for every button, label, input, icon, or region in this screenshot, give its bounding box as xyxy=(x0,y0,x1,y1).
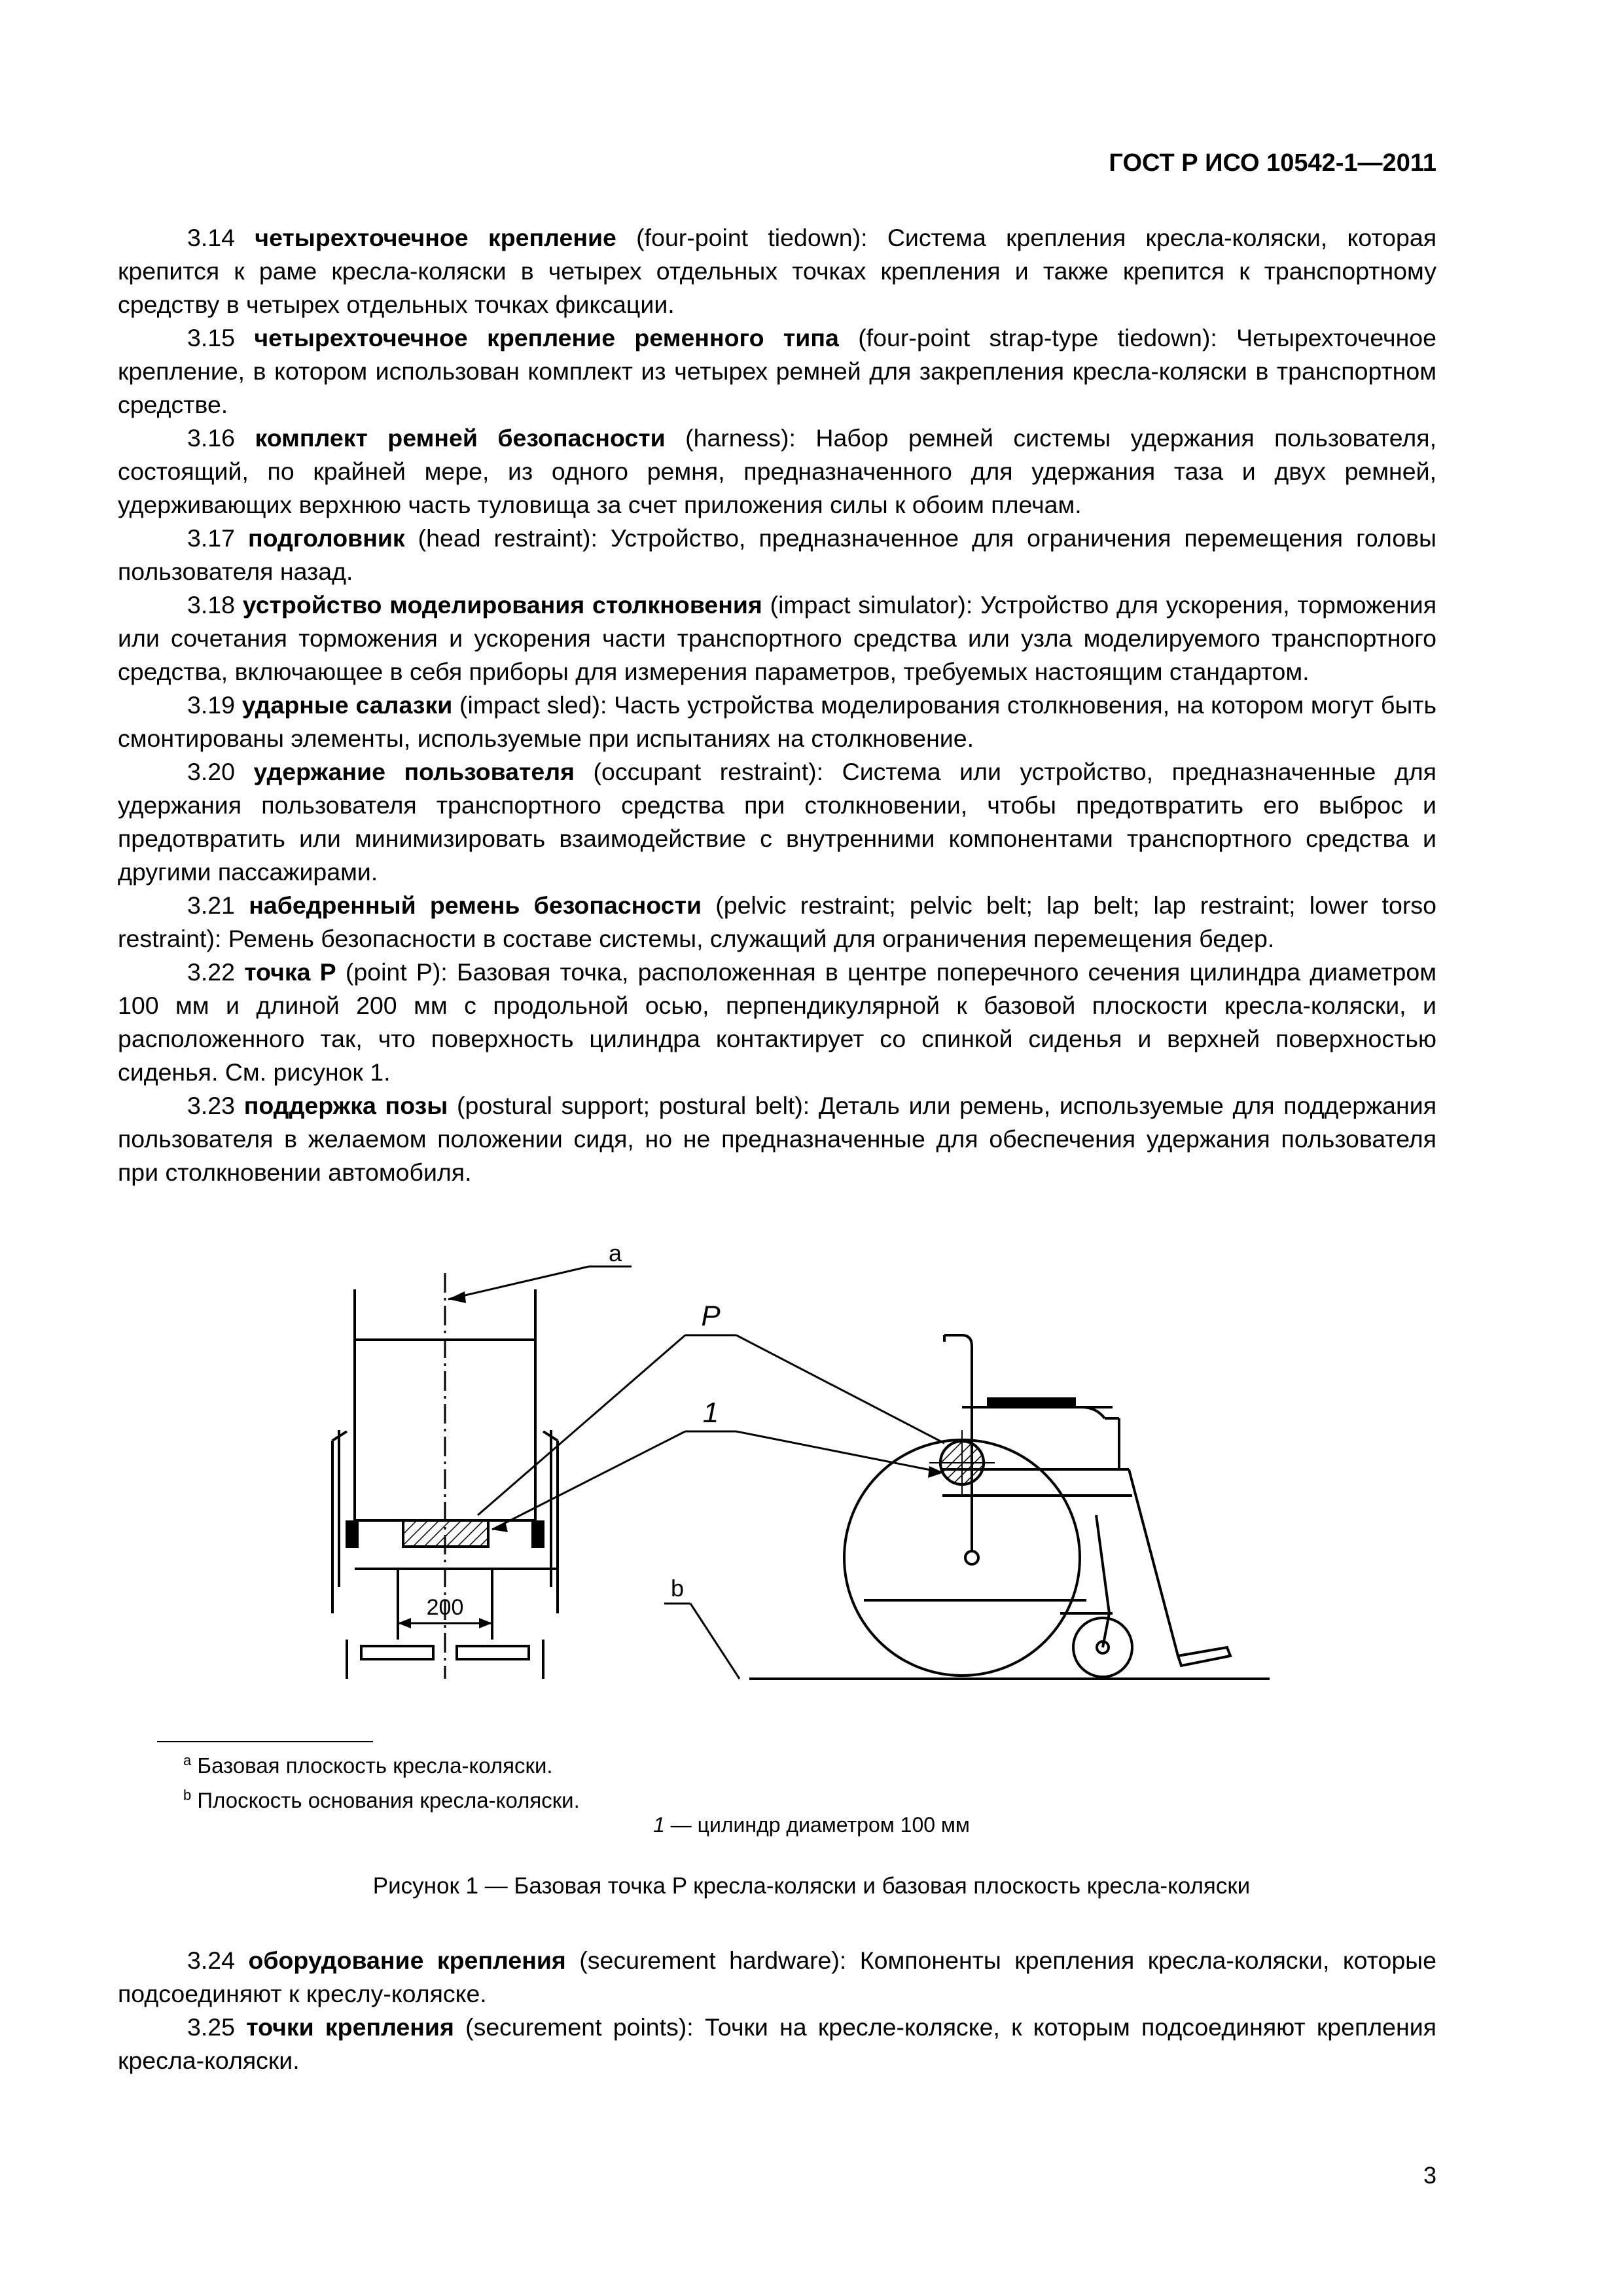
term: набедренный ремень безопасности xyxy=(249,891,702,919)
term: подголовник xyxy=(247,524,405,552)
definition-text: (four-point tiedown): Система крепления кресла-коляски, которая крепится к раме кресла-коляски в четырех отдельных точках крепления и также крепится к транспортному средству в четырех отдельных точках фиксации. xyxy=(118,224,1436,318)
wheelchair-drawing xyxy=(301,1247,1414,1718)
definition-3-16 xyxy=(118,422,1436,522)
label-p: P xyxy=(701,1300,721,1332)
definition-text: (point P): Базовая точка, расположенная в центре поперечного сечения цилиндра диаметром 100 мм и длиной 200 мм с продольной осью, перпендикулярной к базовой плоскости кресла-коляски, и расположенного так, что поверхность цилиндра контактирует со спинкой сиденья и верхней поверхностью сиденья. См. рисунок 1. xyxy=(118,958,1436,1086)
definition-3-18 xyxy=(118,588,1436,689)
clause-number: 3.17 xyxy=(187,524,235,552)
definition-text: (harness): Набор ремней системы удержания пользователя, состоящий, по крайней мере, из одного ремня, предназначенного для удержания таза и двух ремней, удерживающих верхнюю часть туловища за счет приложения силы к обоим плечам. xyxy=(118,424,1436,518)
clause-number: 3.18 xyxy=(187,591,235,619)
label-1: 1 xyxy=(702,1397,719,1429)
dimension-label: 200 xyxy=(426,1595,464,1620)
definition-text: (head restraint): Устройство, предназначенное для ограничения перемещения головы пользователя назад. xyxy=(118,524,1436,585)
label-a: a xyxy=(608,1247,622,1266)
legend-key: 1 xyxy=(653,1813,665,1837)
clause-number: 3.25 xyxy=(187,2013,235,2041)
legend-text: — цилиндр диаметром 100 мм xyxy=(664,1813,970,1837)
definition-text: (securement hardware): Компоненты крепления кресла-коляски, которые подсоединяют к креслу-коляске. xyxy=(118,1946,1436,2007)
figure-footnotes xyxy=(183,1746,580,1815)
footnote-text: Базовая плоскость кресла-коляски. xyxy=(191,1753,553,1778)
footnote-marker: a xyxy=(183,1752,192,1768)
page-number: 3 xyxy=(1423,2162,1436,2189)
definition-3-23 xyxy=(118,1089,1436,1189)
definition-text: (pelvic restraint; pelvic belt; lap belt; lap restraint; lower torso restraint): Ремень безопасности в составе системы, служащий для ограничения перемещения бедер. xyxy=(118,891,1436,952)
definition-text: (impact sled): Часть устройства моделирования столкновения, на котором могут быть смонтированы элементы, используемые при испытаниях на столкновение. xyxy=(118,691,1437,752)
term: точка P xyxy=(244,958,336,986)
leader-lines xyxy=(448,1266,944,1679)
footnote-b xyxy=(183,1780,580,1815)
clause-number: 3.22 xyxy=(187,958,235,986)
definition-3-14 xyxy=(118,221,1436,321)
footnote-text: Плоскость основания кресла-коляски. xyxy=(191,1788,580,1812)
definition-3-19 xyxy=(118,689,1436,755)
definition-text: (postural support; postural belt): Деталь или ремень, используемые для поддержания пользователя в желаемом положении сидя, но не предназначенные для обеспечения удержания пользователя при столкновении автомобиля. xyxy=(118,1092,1437,1186)
figure-1 xyxy=(301,1247,1414,1718)
definition-text: (impact simulator): Устройство для ускорения, торможения или сочетания торможения и ускорения части транспортного средства или узла моделируемого транспортного средства, включающее в себя приборы для измерения параметров, требуемых настоящим стандартом. xyxy=(118,591,1437,685)
term: ударные салазки xyxy=(241,691,453,719)
definition-3-22 xyxy=(118,956,1436,1089)
term: четырехточечное крепление xyxy=(255,224,616,251)
clause-number: 3.23 xyxy=(187,1092,235,1119)
definition-3-15 xyxy=(118,321,1436,422)
clause-number: 3.19 xyxy=(187,691,235,719)
term: оборудование крепления xyxy=(248,1946,566,1974)
figure-legend xyxy=(0,1813,1623,1837)
clause-number: 3.24 xyxy=(187,1946,235,1974)
figure-caption: Рисунок 1 — Базовая точка P кресла-коляски и базовая плоскость кресла-коляски xyxy=(372,1873,1251,1899)
term: поддержка позы xyxy=(243,1092,448,1119)
definition-3-25 xyxy=(118,2011,1436,2077)
footnote-rule xyxy=(157,1741,373,1742)
clause-number: 3.21 xyxy=(187,891,235,919)
definitions-block xyxy=(118,221,1436,1189)
definition-3-24 xyxy=(118,1944,1436,2011)
clause-number: 3.20 xyxy=(187,758,235,785)
clause-number: 3.14 xyxy=(187,224,235,251)
definition-3-21 xyxy=(118,889,1436,956)
term: удержание пользователя xyxy=(253,758,575,785)
term: четырехточечное крепление ременного типа xyxy=(254,324,839,351)
clause-number: 3.16 xyxy=(187,424,235,452)
definition-text: (occupant restraint): Система или устройство, предназначенные для удержания пользователя транспортного средства при столкновении, чтобы предотвратить его выброс и предотвратить или минимизировать взаимодействие с внутренними компонентами транспортного средства и другими пассажирами. xyxy=(118,758,1436,886)
definition-text: (four-point strap-type tiedown): Четырехточечное крепление, в котором использован комплект из четырех ремней для закрепления кресла-коляски в транспортном средстве. xyxy=(118,324,1437,418)
side-view xyxy=(749,1335,1270,1679)
label-b: b xyxy=(670,1575,685,1602)
footnote-marker: b xyxy=(183,1787,192,1803)
definition-3-20 xyxy=(118,755,1436,889)
term: устройство моделирования столкновения xyxy=(242,591,762,619)
document-header: ГОСТ Р ИСО 10542-1—2011 xyxy=(1109,149,1436,177)
term: комплект ремней безопасности xyxy=(255,424,666,452)
definition-3-17 xyxy=(118,522,1436,588)
definition-text: (securement points): Точки на кресле-коляске, к которым подсоединяют крепления кресла-коляски. xyxy=(118,2013,1436,2074)
term: точки крепления xyxy=(246,2013,454,2041)
definitions-block-2 xyxy=(118,1944,1436,2077)
clause-number: 3.15 xyxy=(187,324,235,351)
footnote-a xyxy=(183,1746,580,1780)
